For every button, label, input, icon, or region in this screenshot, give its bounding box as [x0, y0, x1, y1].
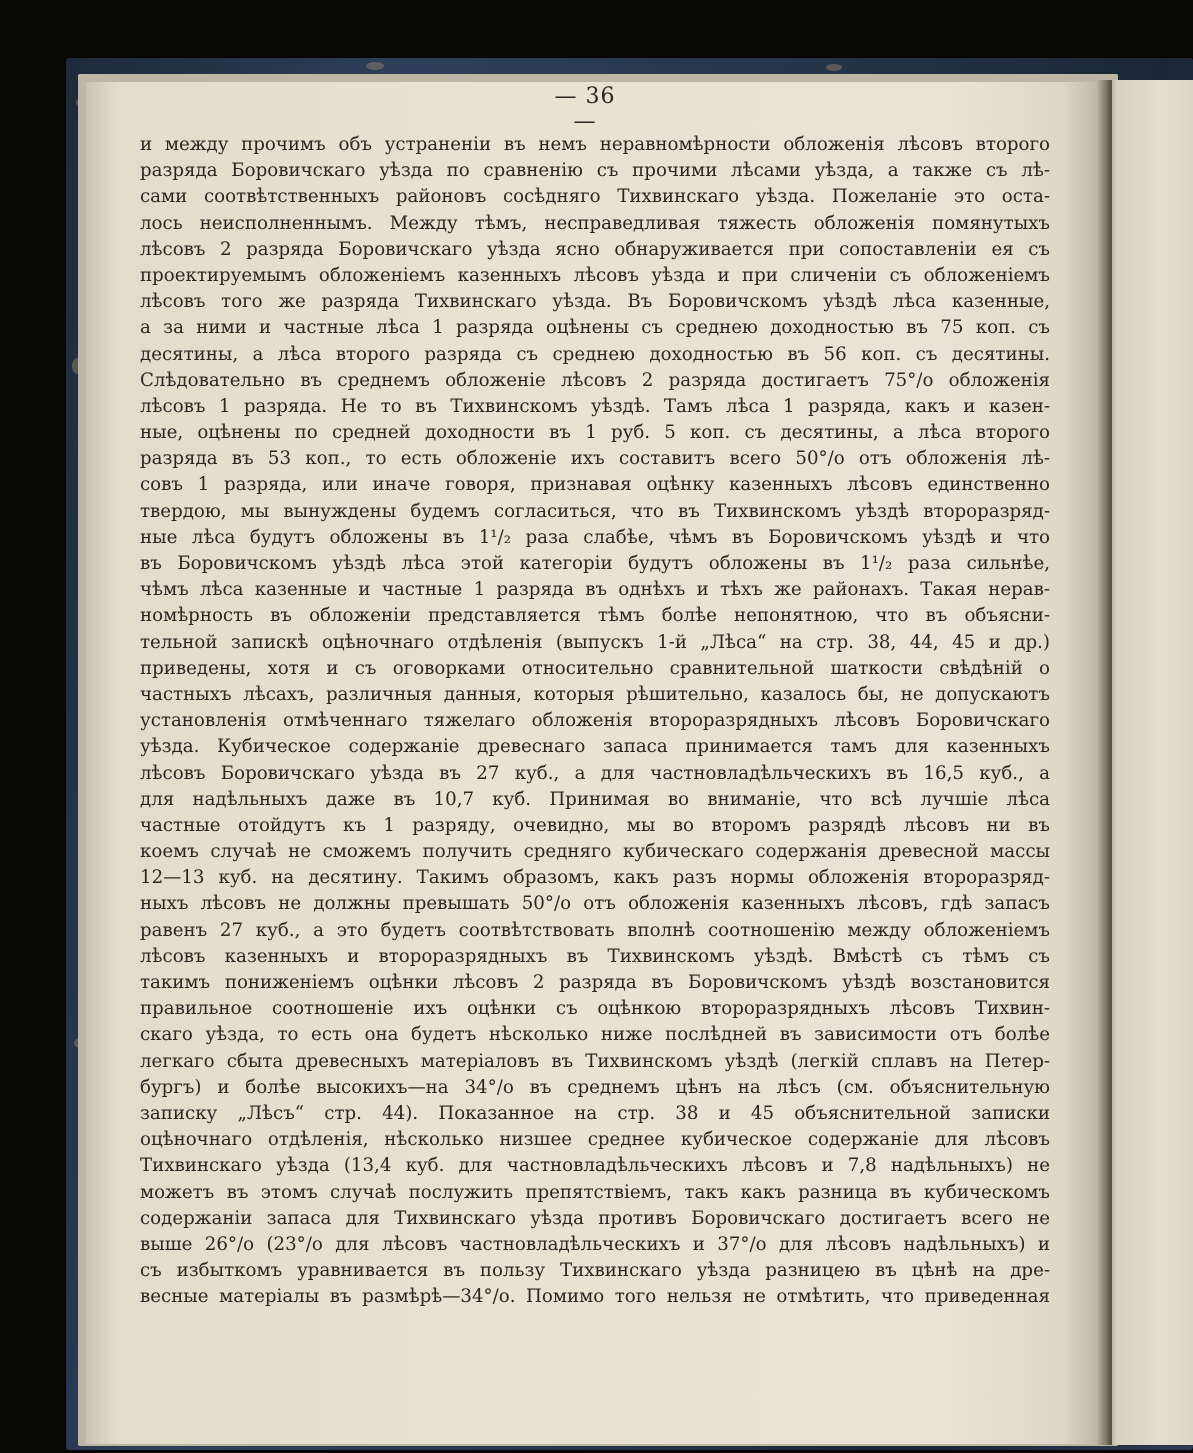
text-line: въ Боровичскомъ уѣздѣ лѣса этой категоріи будутъ обложены въ 1¹/₂ раза сильнѣе,	[140, 553, 1050, 574]
text-line: тельной запискѣ оцѣночнаго отдѣленія (выпускъ 1-й „Лѣса“ на стр. 38, 44, 45 и др.)	[140, 631, 1050, 653]
text-line: приведены, хотя и съ оговорками относительно сравнительной шаткости свѣдѣній о	[140, 657, 1050, 679]
text-line: разряда Боровичскаго уѣзда по сравненію съ прочими лѣсами уѣзда, а также съ лѣ-	[140, 160, 1050, 182]
text-line: и между прочимъ объ устраненіи въ немъ неравномѣрности обложенія лѣсовъ второго	[140, 134, 1050, 155]
page-number: — 36 —	[554, 84, 616, 134]
text-line: ные лѣса будутъ обложены въ 1¹/₂ раза слабѣе, чѣмъ въ Боровичскомъ уѣздѣ и что	[140, 526, 1050, 548]
text-line: для надѣльныхъ даже въ 10,7 куб. Принимая во вниманіе, что всѣ лучшіе лѣса	[140, 788, 1050, 810]
text-line: установленія отмѣченнаго тяжелаго обложенія второразрядныхъ лѣсовъ Боровичскаго	[140, 710, 1050, 732]
facing-page-edge	[1108, 80, 1193, 1445]
text-line: лось неисполненнымъ. Между тѣмъ, несправедливая тяжесть обложенія помянутыхъ	[140, 212, 1050, 234]
text-line: проектируемымъ обложеніемъ казенныхъ лѣсовъ уѣзда и при сличеніи съ обложеніемъ	[140, 264, 1050, 286]
text-line: твердою, мы вынуждены будемъ согласиться, что въ Тихвинскомъ уѣздѣ второразряд-	[140, 500, 1050, 522]
text-line: уѣзда. Кубическое содержаніе древеснаго запаса принимается тамъ для казенныхъ	[140, 736, 1050, 758]
text-line: разряда въ 53 коп., то есть обложеніе ихъ составитъ всего 50°/о отъ обложенія лѣ-	[140, 448, 1050, 470]
text-line: оцѣночнаго отдѣленія, нѣсколько низшее среднее кубическое содержаніе для лѣсовъ	[140, 1129, 1050, 1151]
text-line: весные матеріалы въ размѣрѣ—34°/о. Помимо того нельзя не отмѣтить, что приведенная	[140, 1286, 1050, 1308]
text-line: совъ 1 разряда, или иначе говоря, признавая оцѣнку казенныхъ лѣсовъ единственно	[140, 474, 1050, 496]
text-line: бургъ) и болѣе высокихъ—на 34°/о въ среднемъ цѣнъ на лѣсъ (см. объяснительную	[140, 1076, 1050, 1098]
text-line: Слѣдовательно въ среднемъ обложеніе лѣсовъ 2 разряда достигаетъ 75°/о обложенія	[140, 369, 1050, 391]
text-line: номѣрность въ обложеніи представляется тѣмъ болѣе непонятною, что въ объясни-	[140, 605, 1050, 627]
cover-marbling-spot	[826, 64, 842, 71]
text-line: правильное соотношеніе ихъ оцѣнки съ оцѣнкою второразрядныхъ лѣсовъ Тихвин-	[140, 998, 1050, 1020]
text-line: 12—13 куб. на десятину. Такимъ образомъ, какъ разъ нормы обложенія второразряд-	[140, 867, 1050, 889]
text-line: легкаго сбыта древесныхъ матеріаловъ въ Тихвинскомъ уѣздѣ (легкій сплавъ на Петер-	[140, 1050, 1050, 1072]
text-line: выше 26°/о (23°/о для лѣсовъ частновладѣльческихъ и 37°/о для лѣсовъ надѣльныхъ) и	[140, 1233, 1050, 1255]
cover-marbling-spot	[366, 62, 384, 70]
text-line: скаго уѣзда, то есть она будетъ нѣсколько ниже послѣдней въ зависимости отъ болѣе	[140, 1024, 1050, 1046]
gutter-shadow	[1096, 80, 1112, 1445]
text-line: а за ними и частные лѣса 1 разряда оцѣнены съ среднею доходностью въ 75 коп. съ	[140, 317, 1050, 339]
text-line: можетъ въ этомъ случаѣ послужить препятствіемъ, такъ какъ разница въ кубическомъ	[140, 1181, 1050, 1203]
text-line: содержаніи запаса для Тихвинскаго уѣзда противъ Боровичскаго достигаетъ всего не	[140, 1207, 1050, 1229]
text-line: съ избыткомъ уравнивается въ пользу Тихвинскаго уѣзда разницею въ цѣнѣ на дре-	[140, 1260, 1050, 1282]
text-line: лѣсовъ того же разряда Тихвинскаго уѣзда. Въ Боровичскомъ уѣздѣ лѣса казенные,	[140, 291, 1050, 313]
text-line: лѣсовъ Боровичскаго уѣзда въ 27 куб., а для частновладѣльческихъ въ 16,5 куб., а	[140, 762, 1050, 784]
page-body-text	[140, 132, 1050, 1310]
text-line: коемъ случаѣ не сможемъ получить средняго кубическаго содержанія древесной массы	[140, 841, 1050, 863]
text-line: такимъ пониженіемъ оцѣнки лѣсовъ 2 разряда въ Боровичскомъ уѣздѣ возстановится	[140, 972, 1050, 993]
text-line: лѣсовъ 2 разряда Боровичскаго уѣзда ясно обнаруживается при сопоставленіи ея съ	[140, 238, 1050, 260]
text-line: записку „Лѣсъ“ стр. 44). Показанное на стр. 38 и 45 объяснительной записки	[140, 1102, 1050, 1124]
text-line: лѣсовъ казенныхъ и второразрядныхъ въ Тихвинскомъ уѣздѣ. Вмѣстѣ съ тѣмъ съ	[140, 945, 1050, 967]
text-line: лѣсовъ 1 разряда. Не то въ Тихвинскомъ уѣздѣ. Тамъ лѣса 1 разряда, какъ и казен-	[140, 395, 1050, 417]
text-line: сами соотвѣтственныхъ районовъ сосѣдняго Тихвинскаго уѣзда. Пожеланіе это оста-	[140, 186, 1050, 208]
text-line: ныхъ лѣсовъ не должны превышать 50°/о отъ обложенія казенныхъ лѣсовъ, гдѣ запасъ	[140, 893, 1050, 915]
text-line: Тихвинскаго уѣзда (13,4 куб. для частновладѣльческихъ лѣсовъ и 7,8 надѣльныхъ) не	[140, 1155, 1050, 1177]
text-line: частные отойдутъ къ 1 разряду, очевидно, мы во второмъ разрядѣ лѣсовъ ни въ	[140, 814, 1050, 836]
text-line: частныхъ лѣсахъ, различныя данныя, которыя рѣшительно, казалось бы, не допускаютъ	[140, 683, 1050, 705]
text-line: десятины, а лѣса второго разряда съ среднею доходностью въ 56 коп. съ десятины.	[140, 343, 1050, 365]
text-line: чѣмъ лѣса казенные и частные 1 разряда въ однѣхъ и тѣхъ же районахъ. Такая нерав-	[140, 579, 1050, 601]
text-line: ные, оцѣнены по средней доходности въ 1 руб. 5 коп. съ десятины, а лѣса второго	[140, 422, 1050, 444]
text-line: равенъ 27 куб., а это будетъ соотвѣтствовать вполнѣ соотношенію между обложеніемъ	[140, 919, 1050, 941]
